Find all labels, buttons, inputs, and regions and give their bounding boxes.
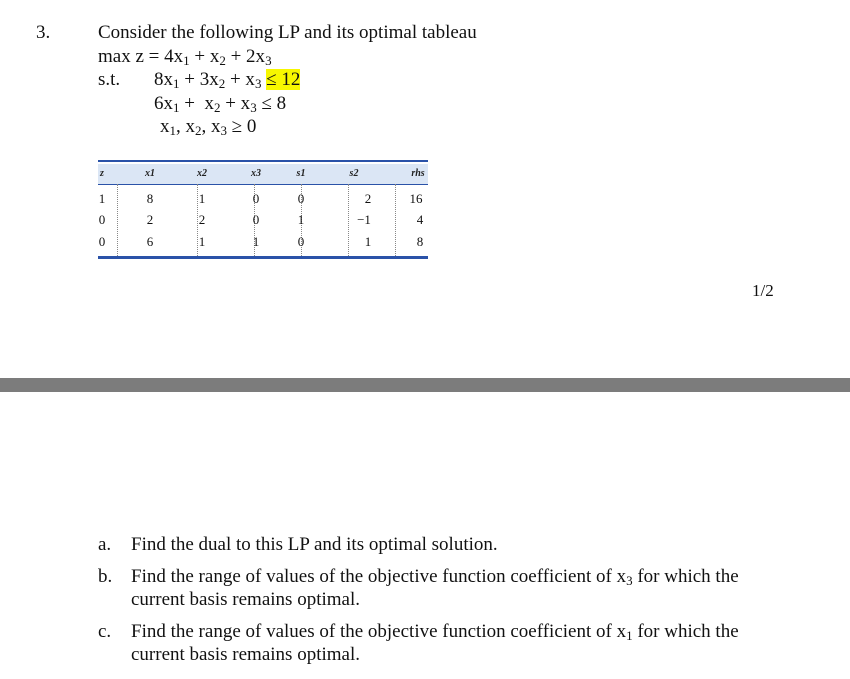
question-b-text: Find the range of values of the objective function coefficient of x — [131, 566, 627, 587]
question-b-letter: b. — [98, 566, 113, 587]
optimal-tableau — [98, 160, 428, 262]
table-cell: 8 — [146, 191, 154, 206]
table-cell: 0 — [252, 191, 260, 206]
table-cell: 2 — [364, 191, 372, 206]
question-c-line1 — [131, 621, 739, 643]
tableau-header-rule — [98, 184, 428, 185]
table-cell: 1 — [198, 234, 206, 249]
table-cell: 0 — [252, 212, 260, 227]
tableau-top-rule — [98, 160, 428, 162]
question-c-text: Find the range of values of the objective function coefficient of x — [131, 621, 627, 642]
column-separator — [395, 184, 396, 256]
table-cell: 2 — [198, 212, 206, 227]
page-number: 1/2 — [752, 281, 774, 300]
table-cell: −1 — [357, 212, 371, 227]
table-cell: 1 — [252, 234, 260, 249]
table-cell: 1 — [198, 191, 206, 206]
question-b-line2: current basis remains optimal. — [131, 589, 360, 610]
column-separator — [117, 184, 118, 256]
constraint-1: $8x_1 + 3x_2 + x_3 \le 12$ — [154, 69, 301, 91]
page-break-divider — [0, 378, 850, 392]
question-c-letter: c. — [98, 621, 112, 642]
table-cell: 0 — [98, 234, 106, 249]
table-cell: 1 — [297, 212, 305, 227]
question-c-line2: current basis remains optimal. — [131, 644, 360, 665]
table-cell: 16 — [409, 191, 423, 206]
problem-intro: Consider the following LP and its optimal tableau — [98, 22, 477, 43]
question-b-subscript: 3 — [626, 573, 633, 588]
table-cell: 4 — [416, 212, 424, 227]
header-x2: x2 — [197, 168, 207, 179]
table-cell: 1 — [364, 234, 372, 249]
header-x1: x1 — [145, 168, 155, 179]
objective-function: $\max z = 4x_1 + x_2 + 2x_3$ — [98, 46, 272, 68]
header-z: z — [100, 168, 104, 179]
table-cell: 2 — [146, 212, 154, 227]
st-label: s.t. — [98, 69, 121, 90]
problem-number: 3. — [36, 22, 51, 43]
question-a-text: Find the dual to this LP and its optimal solution. — [131, 534, 498, 555]
header-s1: s1 — [296, 168, 306, 179]
question-c-text-end: for which the — [632, 621, 739, 642]
table-cell: 0 — [297, 191, 305, 206]
question-c-subscript: 1 — [626, 628, 633, 643]
tableau-bottom-rule — [98, 256, 428, 259]
table-cell: 8 — [416, 234, 424, 249]
header-rhs: rhs — [411, 168, 425, 179]
question-a-letter: a. — [98, 534, 112, 555]
question-b-line1 — [131, 566, 739, 588]
nonnegativity: $x_1$, $x_2$, $x_3 \ge 0$ — [160, 116, 257, 138]
question-b-text-end: for which the — [632, 566, 739, 587]
table-cell: 1 — [98, 191, 106, 206]
highlight-mark: ≤ 12 — [266, 69, 301, 90]
header-x3: x3 — [251, 168, 261, 179]
constraint-2: $6x_1 + x_2 + x_3 \le 8$ — [154, 93, 287, 115]
table-cell: 6 — [146, 234, 154, 249]
table-cell: 0 — [98, 212, 106, 227]
header-s2: s2 — [349, 168, 359, 179]
table-cell: 0 — [297, 234, 305, 249]
